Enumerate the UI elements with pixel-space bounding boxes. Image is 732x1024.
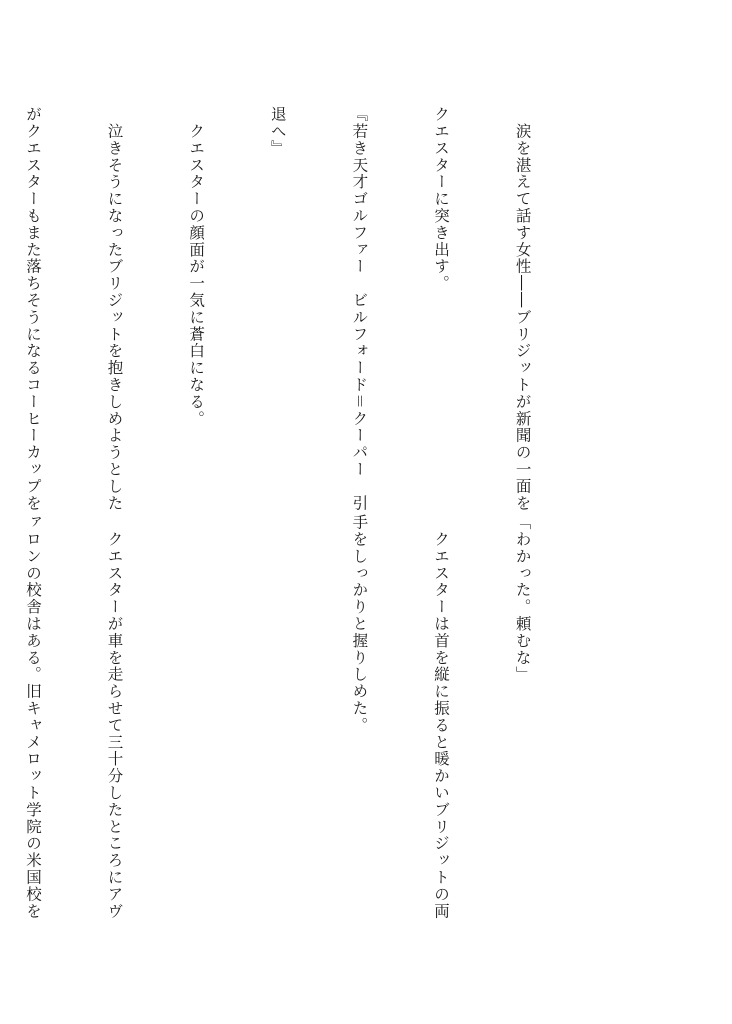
lower-text-block: [23, 514, 590, 920]
text-column: ァロンの校舎はある。旧キャメロット学院の米国校を: [23, 514, 42, 920]
text-column: クエスターは首を縦に振ると暖かいブリジットの両: [431, 514, 450, 920]
text-column: 「わかった。頼むな」: [513, 514, 532, 683]
blank-column: [182, 514, 209, 914]
text-column: 『若き天才ゴルファー ビルフォード＝クーパー 引: [350, 106, 369, 512]
text-column: 涙を湛えて話す女性――ブリジットが新聞の一面を: [513, 106, 532, 512]
text-column: がクエスターもまた落ちそうになるコーヒーカップを: [23, 106, 42, 512]
text-column: 手をしっかりと握りしめた。: [350, 514, 369, 734]
blank-column: [264, 514, 291, 914]
text-column: クエスターに突き出す。: [431, 106, 450, 292]
text-column: クエスターの顔面が一気に蒼白になる。: [187, 106, 206, 428]
upper-text-block: [23, 106, 590, 512]
text-column: 退へ』: [268, 106, 287, 157]
text-column: 泣きそうになったブリジットを抱きしめようとした: [105, 106, 124, 512]
text-column: クエスターが車を走らせて三十分したところにアヴ: [105, 514, 124, 920]
